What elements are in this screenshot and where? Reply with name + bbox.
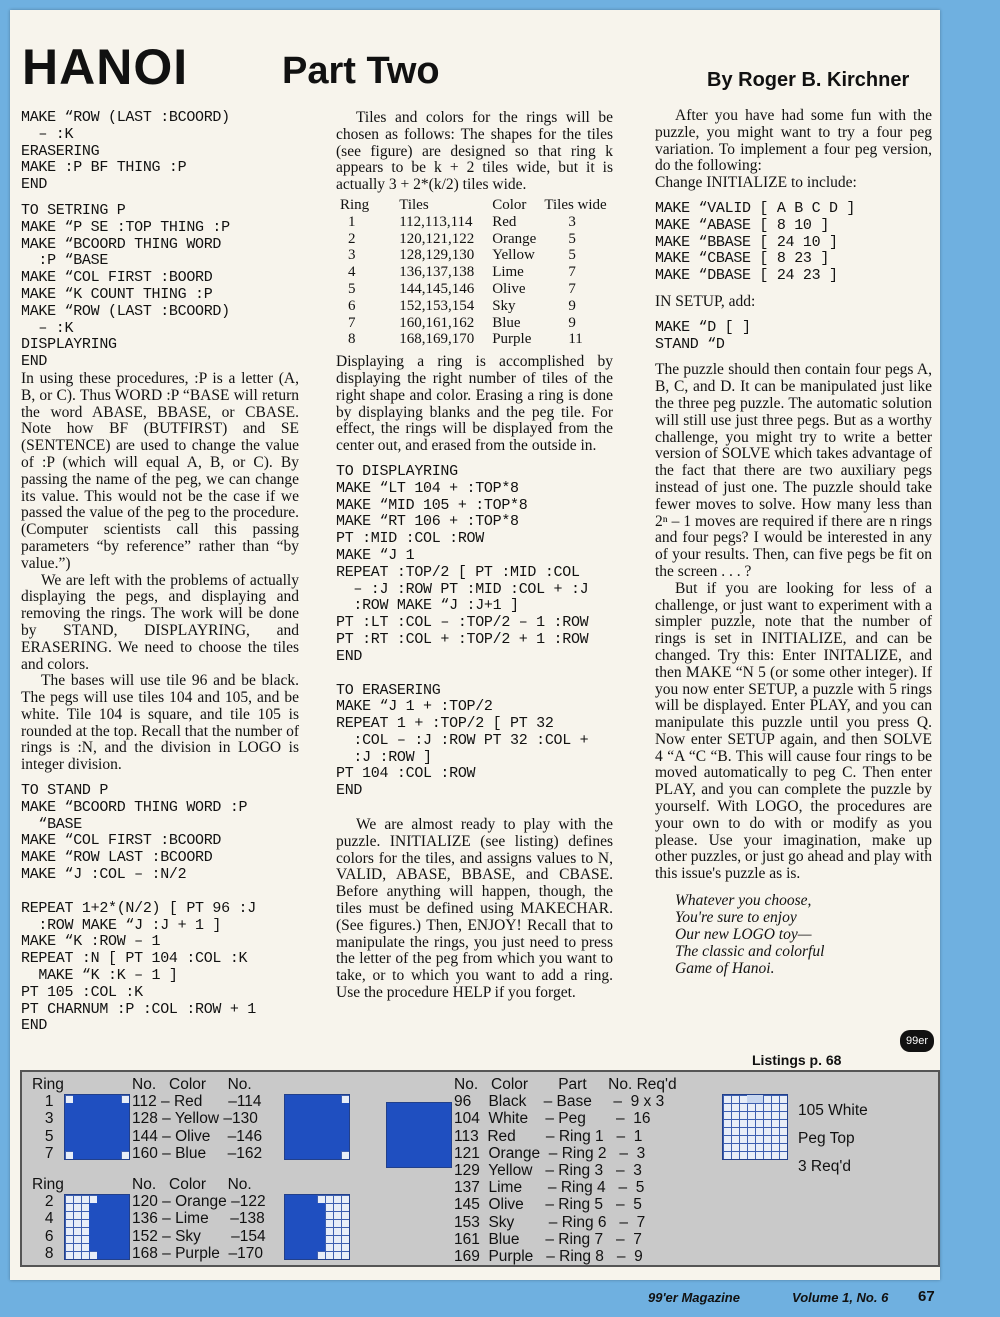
paragraph: We are left with the problems of actually displaying the pegs, and displaying and removing the rings. The work will be done by STAND, DISPLAYRING, and ERASERING. We need to choose the tiles and colors. [21, 571, 299, 673]
table-cell: 8 [348, 331, 356, 348]
table-row [336, 331, 611, 348]
listings-reference: Listings p. 68 [752, 1052, 842, 1068]
table-cell: 11 [568, 331, 583, 348]
table-cell: Olive [492, 280, 526, 297]
table-cell: Sky [492, 297, 516, 314]
odd-ring-tile-list: No. Color No. 112 – Red –114 128 – Yellow –130 144 – Olive –146 160 – Blue –162 [132, 1076, 263, 1162]
paragraph: Tiles and colors for the rings will be chosen as follows: The shapes for the tiles (see figure) are designed so that ring k appears to be k + 2 tiles wide, but it is actually 3 + 2*(k/2) tiles wide. [336, 109, 613, 194]
table-cell: Purple [492, 331, 532, 348]
table-row [336, 315, 611, 332]
code-block-displayring: TO DISPLAYRING MAKE “LT 104 + :TOP*8 MAKE “MID 105 + :TOP*8 MAKE “RT 106 + :TOP*8 PT :MID :COL :ROW MAKE “J 1 REPEAT :TOP/2 [ PT :MID :COL – :J :ROW PT :MID :COL + :J :ROW MAKE “J :J+1 ] PT :LT :COL – :TOP/2 – 1 :ROW PT :RT :COL + :TOP/2 + 1 :ROW END [336, 462, 589, 665]
magazine-logo-icon: 99er [900, 1030, 934, 1052]
table-cell: Red [492, 213, 517, 230]
code-block-stand-repeat: REPEAT 1+2*(N/2) [ PT 96 :J :ROW MAKE “J :J + 1 ] MAKE “K :ROW – 1 REPEAT :N [ PT 104 :COL :K MAKE “K :K – 1 ] PT 105 :COL :K PT CHARNUM :P :COL :ROW + 1 END [21, 899, 256, 1035]
even-ring-tile-icon [64, 1194, 130, 1260]
code-block-setring: TO SETRING P MAKE “P SE :TOP THING :P MAKE “BCOORD THING WORD :P “BASE MAKE “COL FIRST :BOORD MAKE “K COUNT THING :P MAKE “ROW (LAST :BCOORD) – :K DISPLAYRING END [21, 201, 230, 371]
table-cell: Lime [492, 264, 524, 281]
ring-tiles-table [336, 197, 611, 348]
table-cell: 7 [348, 314, 356, 331]
table-cell: 136,137,138 [399, 264, 475, 281]
table-cell: Blue [492, 314, 521, 331]
table-cell: 160,161,162 [399, 314, 475, 331]
table-row [336, 264, 611, 281]
solid-tile-icon [386, 1102, 452, 1168]
column-header: Color [492, 196, 527, 213]
table-cell: 2 [348, 230, 356, 247]
table-row [336, 231, 611, 248]
table-cell: 3 [568, 213, 576, 230]
table-cell: 3 [348, 247, 356, 264]
paragraph: Change INITIALIZE to include: [655, 174, 857, 192]
tile-requirements-table: No. Color Part No. Req'd 96 Black – Base – 9 x 3 104 White – Peg – 16 113 Red – Ring 1 – 1 121 Orange – Ring 2 – 3 129 Yellow – Ring 3 – 3 137 Lime – Ring 4 – 5 145 Olive – Ring 5 – 5 153 Sky – Ring 6 – 7 161 Blue – Ring 7 – 7 169 Purple – Ring 8 – 9 [454, 1076, 677, 1266]
table-cell: 120,121,122 [399, 230, 475, 247]
footer-volume: Volume 1, No. 6 [792, 1290, 889, 1305]
column-header: Ring [340, 196, 370, 213]
ring-label-odd: Ring 1 3 5 7 [32, 1076, 64, 1162]
code-block-initialize: MAKE “VALID [ A B C D ] MAKE “ABASE [ 8 10 ] MAKE “BBASE [ 24 10 ] MAKE “CBASE [ 8 23 ] MAKE “DBASE [ 24 23 ] [655, 199, 856, 285]
column-header: Tiles wide [544, 196, 607, 213]
table-cell: 168,169,170 [399, 331, 475, 348]
code-block-stand: TO STAND P MAKE “BCOORD THING WORD :P “BASE MAKE “COL FIRST :BCOORD MAKE “ROW LAST :BCOORD MAKE “J :COL – :N/2 [21, 782, 248, 884]
table-cell: 152,153,154 [399, 297, 475, 314]
table-cell: 9 [568, 314, 576, 331]
byline: By Roger B. Kirchner [707, 69, 910, 91]
table-header-row [336, 197, 611, 214]
ring-label-even: Ring 2 4 6 8 [32, 1176, 64, 1262]
odd-ring-tile-icon [64, 1094, 130, 1160]
table-row [336, 281, 611, 298]
column-3 [655, 108, 932, 977]
table-cell: 5 [568, 230, 576, 247]
even-ring-end-tile-icon [284, 1194, 350, 1260]
table-cell: 128,129,130 [399, 247, 475, 264]
column-2 [336, 110, 613, 1002]
table-cell: 5 [348, 280, 356, 297]
article-subtitle: Part Two [282, 50, 440, 92]
paragraph: We are almost ready to play with the puzzle. INITIALIZE (see listing) defines colors for the tiles, and assigns values to N, VALID, ABASE, BBASE, and CBASE. Before anything will happen, though, the tiles must be defined using MAKECHAR. (See figures.) Then, ENJOY! Recall that to manipulate the rings, you just need to press the letter of the peg from which you want to take, or to which you want to add a ring. Use the procedure HELP if you forget. [336, 816, 613, 1002]
table-cell: 112,113,114 [399, 213, 473, 230]
table-cell: Orange [492, 230, 537, 247]
paragraph: Displaying a ring is accomplished by displaying the right number of tiles of the right shape and color. Erasing a ring is done by displaying blanks and the peg tile. For effect, the rings will be displayed from the center out, and erased from the outside in. [336, 353, 613, 455]
paragraph: The bases will use tile 96 and be black. The pegs will use tiles 104 and 105, and be white. Tile 104 is square, and tile 105 is rounded at the top. Recall that the number of rings is :N, and the division in LOGO is integer division. [21, 672, 299, 774]
table-cell: Yellow [492, 247, 535, 264]
column-1 [21, 110, 299, 1035]
paragraph: But if you are looking for less of a challenge, or just want to experiment with a simpler puzzle, note that the number of rings is set in INITIALIZE, and can be changed. Try this: Enter INITALIZE, and then MAKE “N 5 (or some other integer). If you now enter SETUP, a puzzle with 5 rings will be displayed. Enter PLAY, and you can manipulate this puzzle until you press Q. Now enter SETUP again, and then SOLVE 4 “A “C “B. This will cause four rings to be moved automatically to peg C. Then enter PLAY, and you can complete the puzzle by yourself. With LOGO, the procedures are your own to do with or modify as you please. Use your imagination, make up other puzzles, or just go ahead and play with this issue's puzzle as is. [655, 579, 932, 883]
table-cell: 6 [348, 297, 356, 314]
paragraph: The puzzle should then contain four pegs A, B, C, and D. It can be manipulated just like the three peg puzzle. The automatic solution will still use just three pegs. But as a worthy challenge, you might try to write a better version of SOLVE which takes advantage of the fact that there are two auxiliary pegs instead of just one. The puzzle should take fewer moves to solve. How many less than 2ⁿ – 1 moves are required if there are n rings and four pegs? I would be interested in any of your results. Then, can five pegs be fit on the screen . . . ? [655, 361, 932, 580]
code-block-setup: MAKE “D [ ] STAND “D [655, 318, 751, 353]
paragraph: After you have had some fun with the puzzle, you might want to try a four peg variation. To implement a four peg version, do the following: [655, 107, 932, 175]
paragraph: IN SETUP, add: [655, 292, 756, 310]
footer-magazine: 99'er Magazine [648, 1290, 740, 1305]
table-cell: 144,145,146 [399, 280, 475, 297]
table-cell: 1 [348, 213, 356, 230]
code-block-erasering: TO ERASERING MAKE “J 1 + :TOP/2 REPEAT 1 + :TOP/2 [ PT 32 :COL – :J :ROW PT 32 :COL + :J :ROW ] PT 104 :COL :ROW END [336, 681, 589, 800]
paragraph: In using these procedures, :P is a letter (A, B, or C). Thus WORD :P “BASE will return the word ABASE, BBASE, or CBASE. Note how BF (BUTFIRST) and SE (SENTENCE) are used to change the value of :P (which will equal A, B, or C). By passing the name of the peg, we can change its value. This would not be the case if we passed the value of the peg to the procedure. (Computer scientists call this passing parameters “by reference” rather than “by value.”) [21, 369, 299, 572]
peg-top-part: Peg Top [798, 1130, 855, 1147]
closing-poem: Whatever you choose, You're sure to enjoy Our new LOGO toy— The classic and colorful Game of Hanoi. [675, 892, 825, 978]
table-row [336, 214, 611, 231]
even-ring-tile-list: No. Color No. 120 – Orange –122 136 – Lime –138 152 – Sky –154 168 – Purple –170 [132, 1176, 266, 1262]
page-number: 67 [918, 1288, 935, 1305]
table-cell: 4 [348, 264, 356, 281]
table-cell: 7 [568, 280, 576, 297]
table-cell: 9 [568, 297, 576, 314]
tile-figure [20, 1070, 940, 1267]
peg-top-required: 3 Req'd [798, 1158, 851, 1175]
table-cell: 7 [568, 264, 576, 281]
table-row [336, 247, 611, 264]
article-title: HANOI [22, 39, 189, 95]
odd-ring-end-tile-icon [284, 1094, 350, 1160]
peg-top-tile-icon [722, 1094, 788, 1160]
code-block: MAKE “ROW (LAST :BCOORD) – :K ERASERING MAKE :P BF THING :P END [21, 109, 230, 194]
peg-top-label: 105 White [798, 1102, 868, 1119]
table-row [336, 298, 611, 315]
column-header: Tiles [399, 196, 429, 213]
table-cell: 5 [568, 247, 576, 264]
